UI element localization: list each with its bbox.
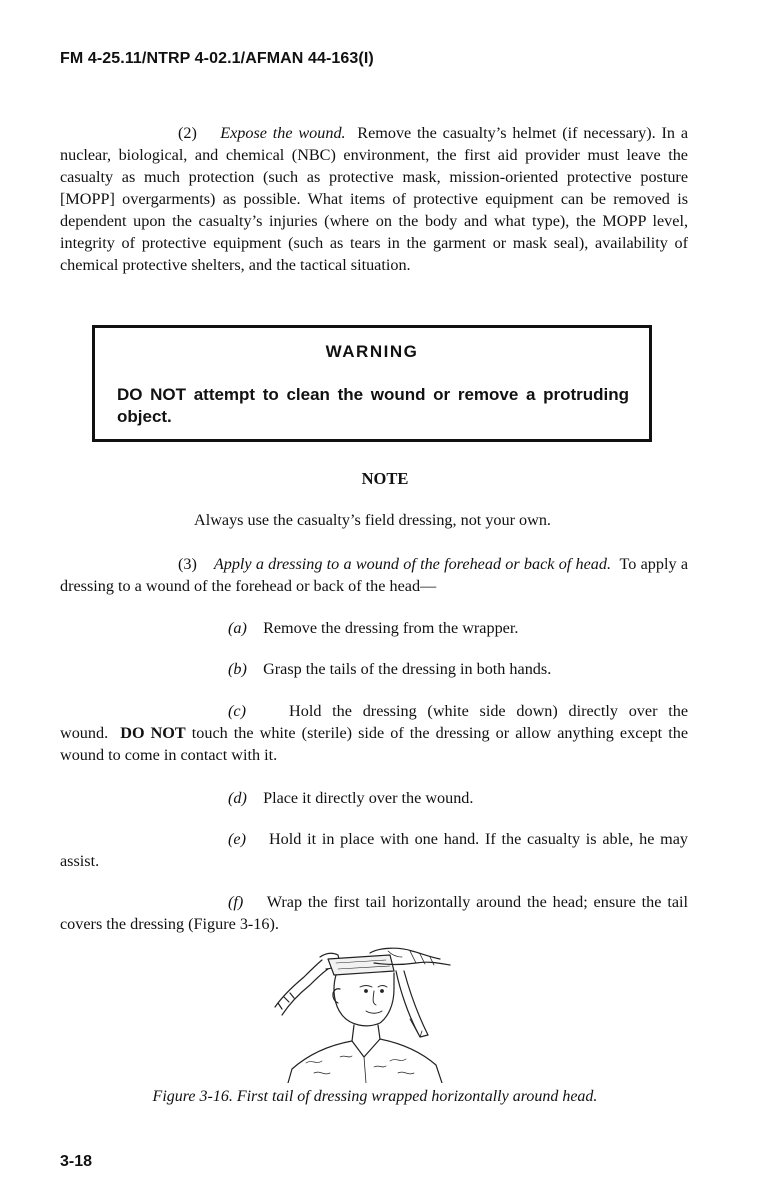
- document-header: FM 4-25.11/NTRP 4-02.1/AFMAN 44-163(I): [60, 50, 374, 67]
- step-text-continued: touch the white (sterile) side of the dressing or allow anything except the wound to come in contact with it.: [60, 724, 689, 764]
- step-f: [60, 891, 688, 935]
- warning-box: [92, 325, 652, 442]
- note-title: NOTE: [361, 469, 409, 488]
- step-label: (b): [228, 660, 247, 678]
- step-c: [60, 700, 688, 766]
- step-d: [60, 787, 688, 809]
- step-emphasis: DO NOT: [120, 724, 186, 742]
- para-number: (3): [178, 555, 197, 573]
- warning-title: WARNING: [325, 342, 419, 361]
- paragraph-expose-wound: [60, 122, 688, 276]
- note-text: Always use the casualty’s field dressing, not your own.: [194, 511, 551, 529]
- para-heading: Expose the wound.: [220, 124, 346, 142]
- step-e: [60, 828, 688, 872]
- warning-text: DO NOT attempt to clean the wound or remove a protruding object.: [117, 385, 629, 426]
- step-text: Grasp the tails of the dressing in both hands.: [263, 660, 552, 678]
- page-number: 3-18: [60, 1153, 93, 1170]
- step-text: Hold the dressing (white side down) directly over the wound.: [60, 702, 689, 742]
- step-label: (e): [228, 830, 246, 848]
- step-text: Wrap the first tail horizontally around the head; ensure the tail covers the dressing (Figure 3-16).: [60, 893, 688, 933]
- para-text: Remove the casualty’s helmet (if necessary). In a nuclear, biological, and chemical (NBC) environment, the first aid provider must leave the casualty as much protection (such as protective mask, mission-oriented protective posture [MOPP] overgarments) as possible. What items of protective equipment can be removed is dependent upon the casualty’s injuries (where on the body and what type), the MOPP level, integrity of protective equipment (such as tears in the garment or mask seal), availability of chemical protective shelters, and the tactical situation.: [60, 124, 689, 274]
- para-text: To apply a dressing to a wound of the forehead or back of the head—: [60, 555, 689, 595]
- step-b: [60, 658, 688, 680]
- step-a: [60, 617, 688, 639]
- para-heading: Apply a dressing to a wound of the forehead or back of head.: [213, 555, 612, 573]
- step-text: Hold it in place with one hand. If the casualty is able, he may assist.: [60, 830, 688, 870]
- step-label: (f): [228, 893, 244, 911]
- step-text: Place it directly over the wound.: [263, 789, 474, 807]
- para-number: (2): [178, 124, 197, 142]
- step-text: Remove the dressing from the wrapper.: [263, 619, 519, 637]
- step-label: (d): [228, 789, 247, 807]
- step-label: (a): [228, 619, 247, 637]
- figure-caption: Figure 3-16. First tail of dressing wrapped horizontally around head.: [152, 1088, 598, 1105]
- figure-head-bandage-illustration: [270, 945, 470, 1083]
- paragraph-apply-dressing: [60, 553, 688, 597]
- step-label: (c): [228, 702, 246, 720]
